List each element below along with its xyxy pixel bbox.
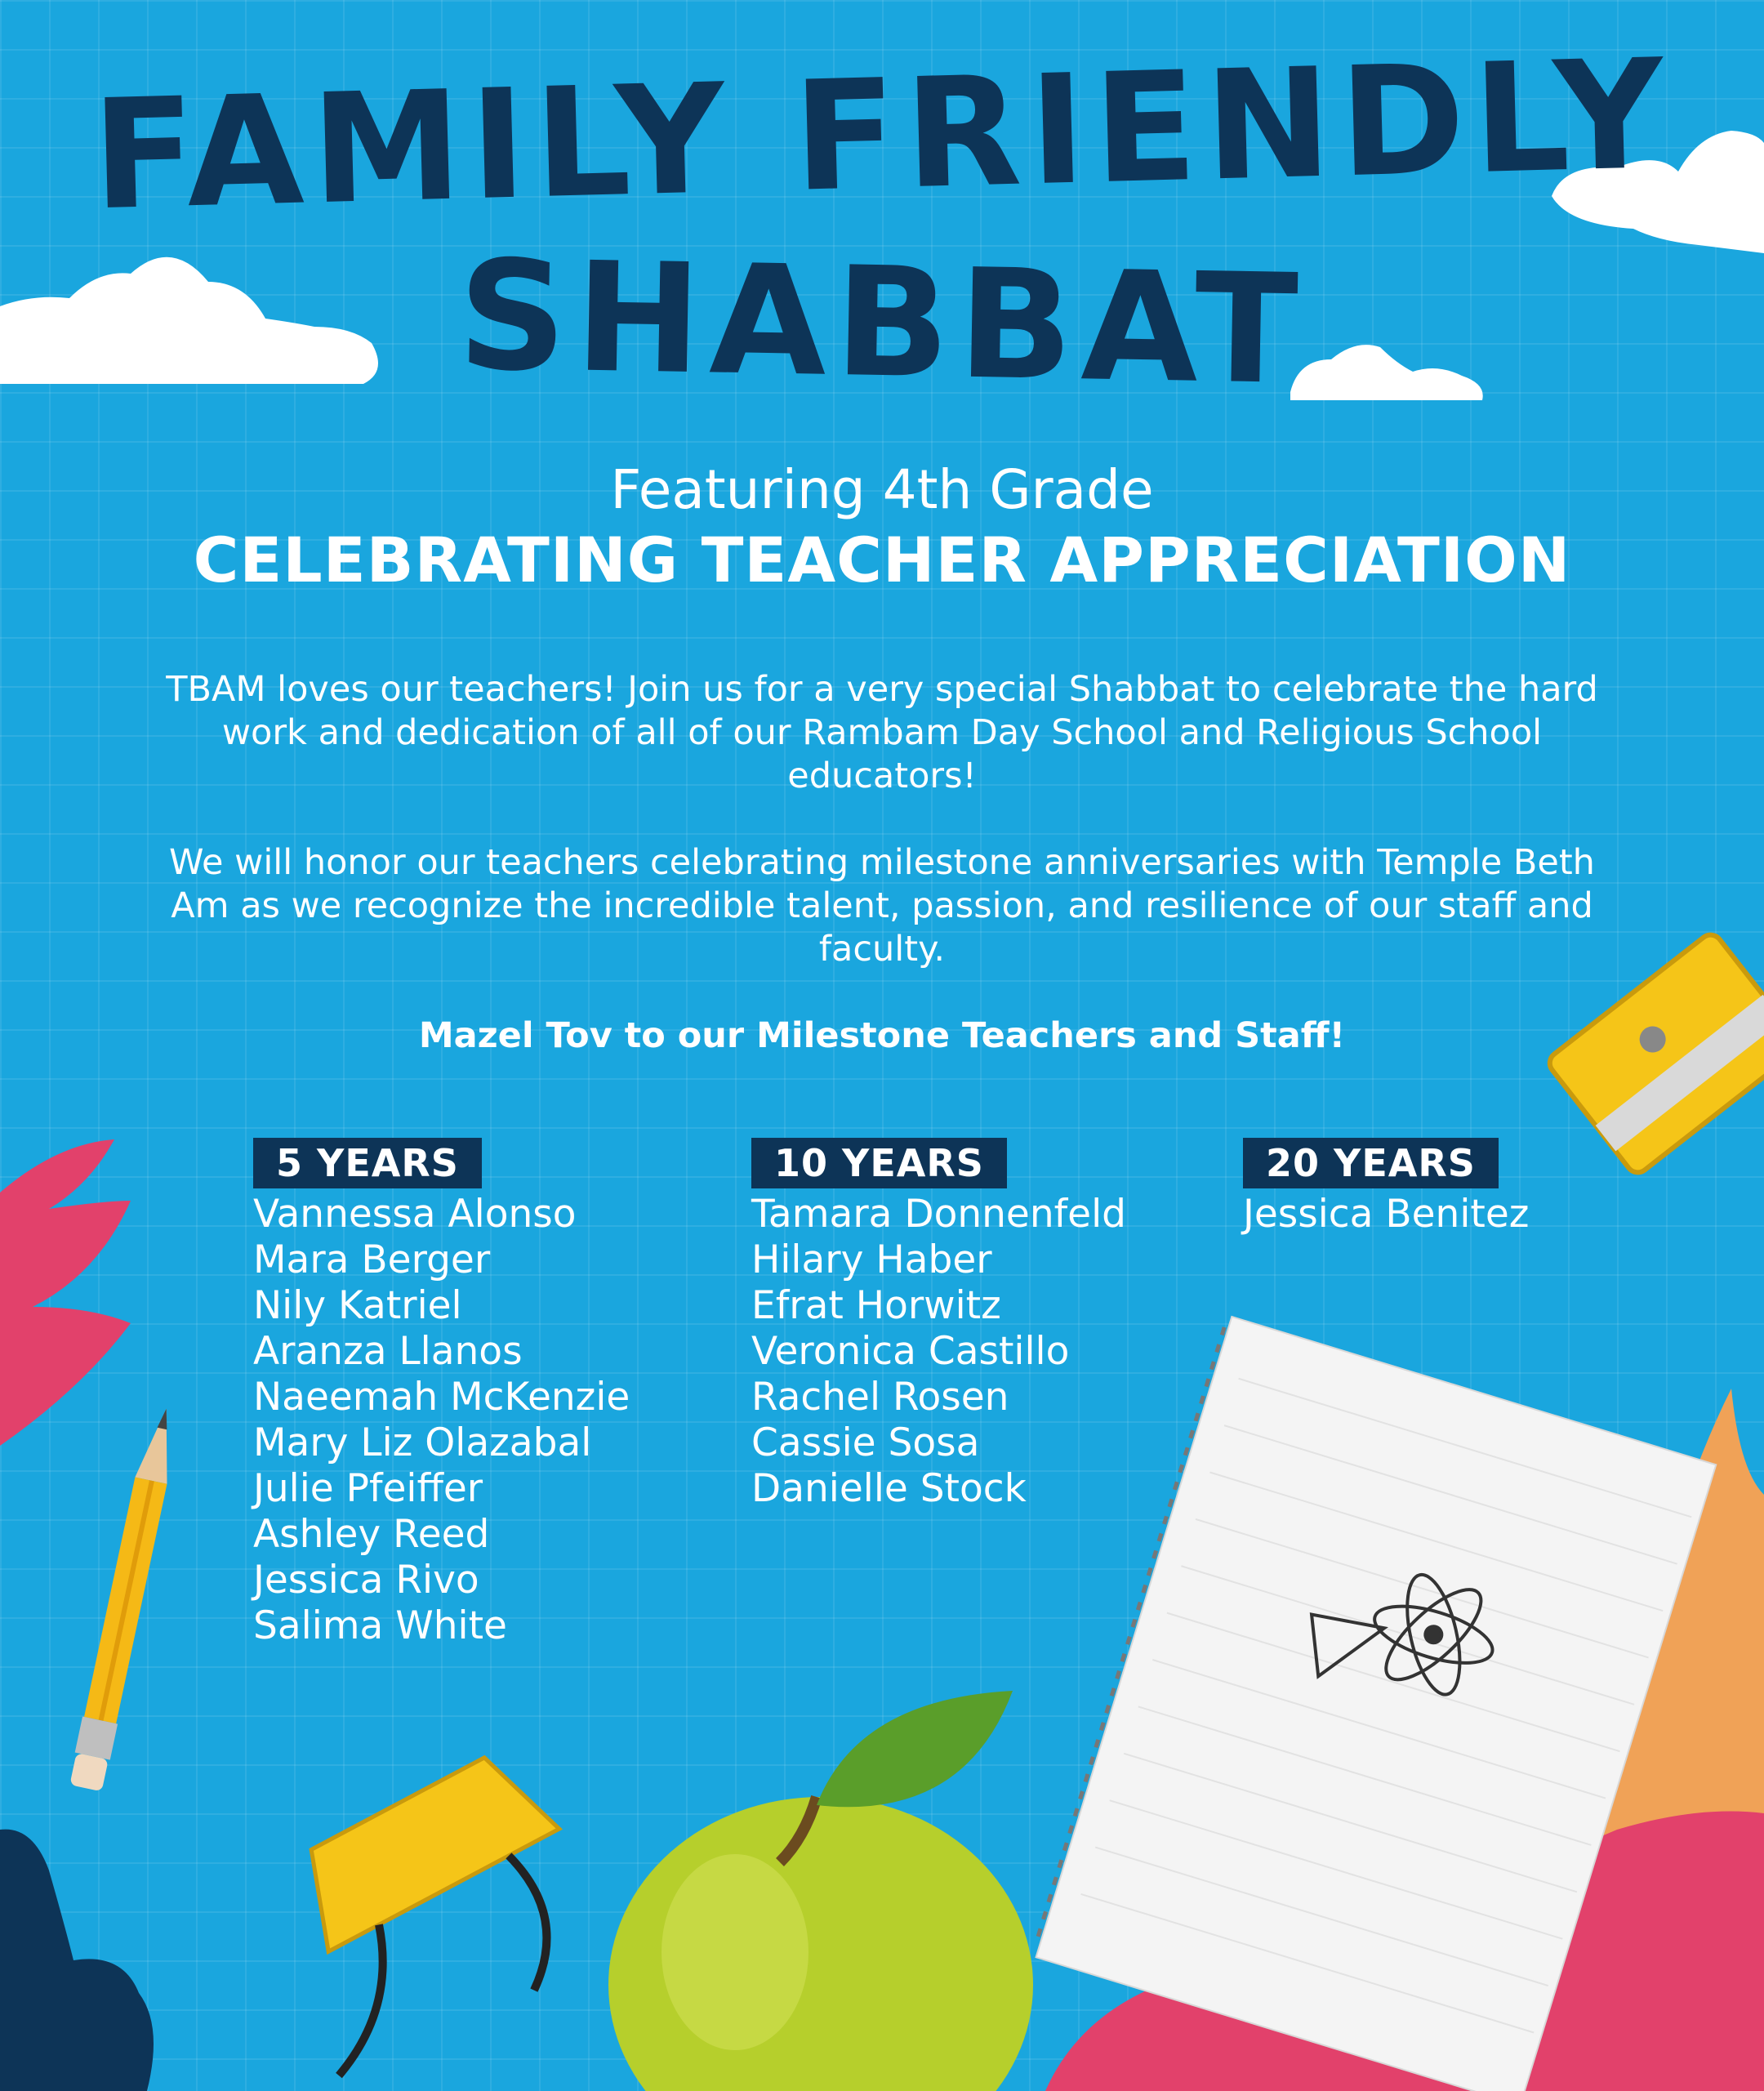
pencil-icon [68,1405,184,1792]
list-item: Tamara Donnenfeld [751,1192,1126,1237]
list-item: Nily Katriel [253,1283,462,1328]
list-item: Aranza Llanos [253,1329,523,1374]
list-item: Mary Liz Olazabal [253,1420,592,1465]
milestone-column-20-years [1243,1138,1529,1237]
milestone-column-5-years [253,1138,630,1649]
list-item: Vannessa Alonso [253,1192,577,1237]
list-item: Rachel Rosen [751,1375,1009,1420]
featuring-text: Featuring 4th Grade [610,458,1154,521]
teacher-list [253,1192,630,1649]
list-item: Danielle Stock [751,1466,1027,1511]
list-item: Efrat Horwitz [751,1283,1001,1328]
list-item: Salima White [253,1603,507,1648]
teacher-list [751,1192,1126,1512]
milestone-badge: 5 YEARS [253,1138,482,1188]
page-title-line2: SHABBAT [457,226,1307,419]
milestone-column-10-years [751,1138,1126,1512]
blob-shape [0,1830,154,2091]
list-item: Julie Pfeiffer [253,1466,483,1511]
list-item: Mara Berger [253,1237,491,1282]
list-item: Ashley Reed [253,1512,490,1557]
teacher-list [1243,1192,1529,1237]
honor-paragraph: We will honor our teachers celebrating milestone anniversaries with Temple Beth Am as we recognize the incredible talent, passion, and resilience of our staff and faculty. [169,842,1595,970]
page-title: FAMILY FRIENDLY [90,25,1674,244]
list-item: Cassie Sosa [751,1420,980,1465]
intro-paragraph: TBAM loves our teachers! Join us for a very special Shabbat to celebrate the hard work and dedication of all of our Rambam Day School and Religious School educators! [166,669,1598,796]
apple-icon [608,1691,1033,2091]
list-item: Jessica Rivo [253,1558,479,1603]
milestone-badge: 10 YEARS [751,1138,1007,1188]
mazel-tov-heading: Mazel Tov to our Milestone Teachers and Staff! [418,1015,1346,1056]
leaf-shape [0,1139,131,1446]
list-item: Naeemah McKenzie [253,1375,630,1420]
list-item: Veronica Castillo [751,1329,1070,1374]
milestone-badge: 20 YEARS [1243,1138,1499,1188]
list-item: Hilary Haber [751,1237,992,1282]
list-item: Jessica Benitez [1243,1192,1530,1237]
subtitle: CELEBRATING TEACHER APPRECIATION [193,524,1571,596]
binder-clip-icon [239,1742,621,2090]
